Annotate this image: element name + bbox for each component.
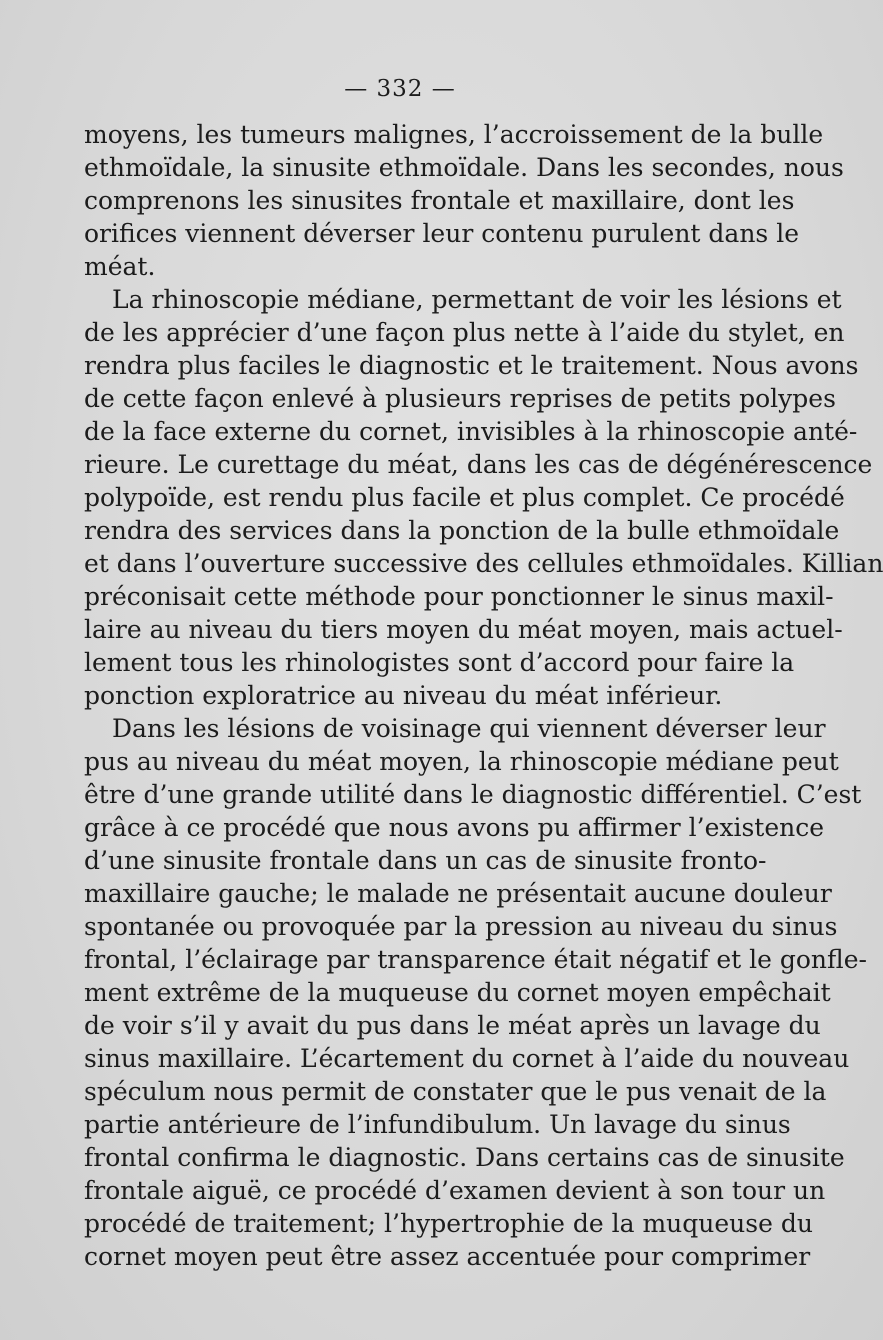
text-line: préconisait cette méthode pour ponctionner le sinus maxil- [84, 582, 834, 611]
text-line: frontal confirma le diagnostic. Dans certains cas de sinusite [84, 1143, 845, 1172]
text-line: de voir s’il y avait du pus dans le méat après un lavage du [84, 1011, 821, 1040]
text-line: polypoïde, est rendu plus facile et plus complet. Ce procédé [84, 483, 845, 512]
text-line: pus au niveau du méat moyen, la rhinoscopie médiane peut [84, 747, 839, 776]
page-number: — 332 — [344, 76, 456, 102]
text-line: ment extrême de la muqueuse du cornet moyen empêchait [84, 978, 831, 1007]
paragraph-start-line: Dans les lésions de voisinage qui viennent déverser leur [112, 714, 826, 743]
text-line: procédé de traitement; l’hypertrophie de la muqueuse du [84, 1209, 813, 1238]
text-line: de les apprécier d’une façon plus nette à l’aide du stylet, en [84, 318, 845, 347]
text-line: spéculum nous permit de constater que le pus venait de la [84, 1077, 827, 1106]
text-line: comprenons les sinusites frontale et maxillaire, dont les [84, 186, 795, 215]
text-line: partie antérieure de l’infundibulum. Un lavage du sinus [84, 1110, 791, 1139]
text-line: cornet moyen peut être assez accentuée pour comprimer [84, 1242, 811, 1271]
text-line: moyens, les tumeurs malignes, l’accroissement de la bulle [84, 120, 824, 149]
text-line: et dans l’ouverture successive des cellules ethmoïdales. Killian [84, 549, 883, 578]
text-line: laire au niveau du tiers moyen du méat moyen, mais actuel- [84, 615, 843, 644]
text-line: être d’une grande utilité dans le diagnostic différentiel. C’est [84, 780, 862, 809]
text-line: frontal, l’éclairage par transparence était négatif et le gonfle- [84, 945, 867, 974]
text-line: d’une sinusite frontale dans un cas de sinusite fronto- [84, 846, 767, 875]
paragraph-start-line: La rhinoscopie médiane, permettant de voir les lésions et [112, 285, 842, 314]
text-line: frontale aiguë, ce procédé d’examen devient à son tour un [84, 1176, 826, 1205]
text-line: rendra plus faciles le diagnostic et le traitement. Nous avons [84, 351, 859, 380]
text-line: grâce à ce procédé que nous avons pu affirmer l’existence [84, 813, 825, 842]
text-line: sinus maxillaire. L’écartement du cornet à l’aide du nouveau [84, 1044, 850, 1073]
text-line: ponction exploratrice au niveau du méat inférieur. [84, 681, 723, 710]
text-line: orifices viennent déverser leur contenu purulent dans le [84, 219, 799, 248]
text-line: rieure. Le curettage du méat, dans les cas de dégénérescence [84, 450, 873, 479]
text-line: lement tous les rhinologistes sont d’accord pour faire la [84, 648, 795, 677]
body-text [84, 118, 883, 1273]
text-line: de cette façon enlevé à plusieurs reprises de petits polypes [84, 384, 836, 413]
text-line: méat. [84, 252, 156, 281]
text-line: de la face externe du cornet, invisibles à la rhinoscopie anté- [84, 417, 858, 446]
text-line: spontanée ou provoquée par la pression au niveau du sinus [84, 912, 838, 941]
text-line: ethmoïdale, la sinusite ethmoïdale. Dans les secondes, nous [84, 153, 844, 182]
text-line: maxillaire gauche; le malade ne présentait aucune douleur [84, 879, 832, 908]
text-line: rendra des services dans la ponction de la bulle ethmoïdale [84, 516, 840, 545]
